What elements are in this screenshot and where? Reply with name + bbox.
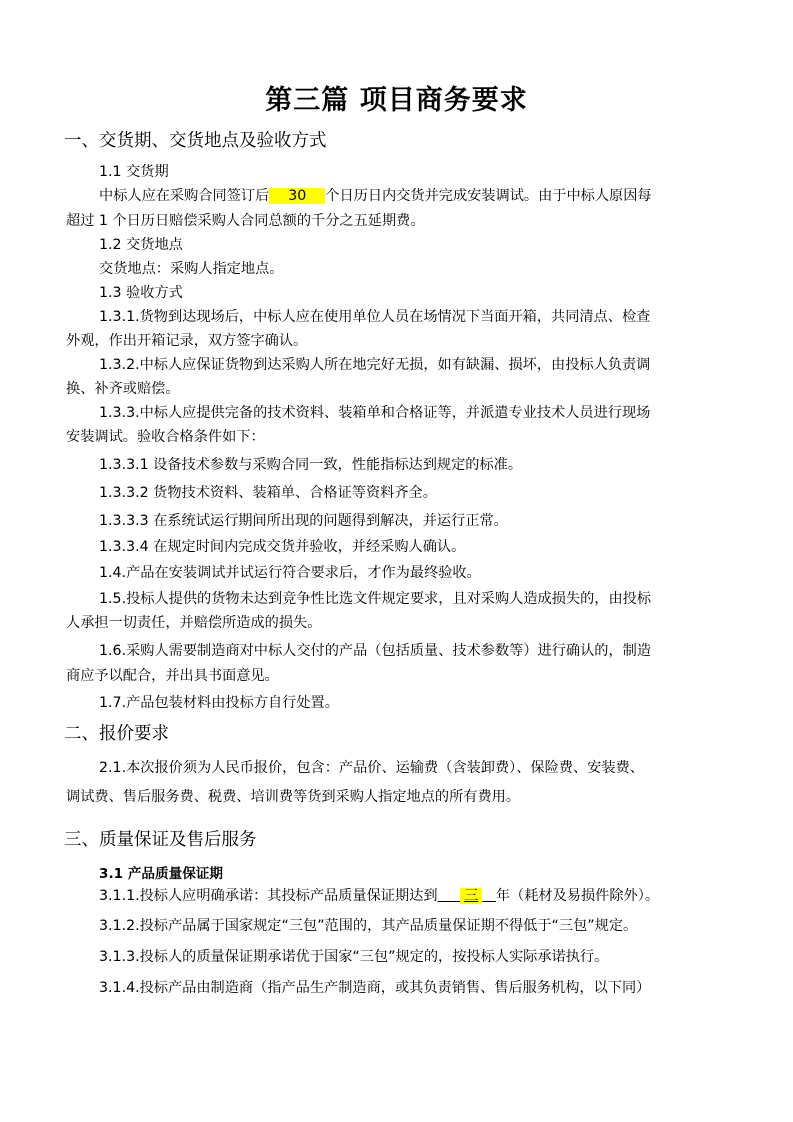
clause-1-1-pre: 中标人应在采购合同签订后 — [99, 188, 270, 204]
clause-1-5-line1: 1.5.投标人提供的货物未达到竞争性比选文件规定要求，且对采购人造成损失的，由投标 — [99, 591, 652, 607]
warranty-years-value: 三 — [460, 888, 482, 904]
clause-3-1-4: 3.1.4.投标产品由制造商（指产品生产制造商，或其负责销售、售后服务机构，以下同） — [99, 980, 651, 996]
clause-1-3-1-line2: 外观，作出开箱记录，双方签字确认。 — [66, 333, 308, 349]
section-2-heading: 二、报价要求 — [64, 724, 169, 744]
clause-1-1-post: 个日历日内交货并完成安装调试。由于中标人原因每 — [325, 188, 652, 204]
page-title: 第三篇 项目商务要求 — [265, 85, 528, 116]
clause-1-3-label: 1.3 验收方式 — [99, 285, 183, 301]
clause-1-3-3-3: 1.3.3.3 在系统试运行期间所出现的问题得到解决，并运行正常。 — [99, 513, 508, 529]
clause-1-2-text: 交货地点：采购人指定地点。 — [99, 261, 284, 277]
clause-3-1-1 — [99, 885, 659, 905]
clause-3-1-3: 3.1.3.投标人的质量保证期承诺优于国家“三包”规定的，按投标人实际承诺执行。 — [99, 949, 609, 965]
clause-1-6-line1: 1.6.采购人需要制造商对中标人交付的产品（包括质量、技术参数等）进行确认的，制造 — [99, 643, 652, 659]
clause-2-1-line1: 2.1.本次报价须为人民币报价，包含：产品价、运输费（含装卸费）、保险费、安装费、 — [99, 760, 644, 776]
clause-1-3-3-2: 1.3.3.2 货物技术资料、装箱单、合格证等资料齐全。 — [99, 485, 437, 501]
clause-1-4: 1.4.产品在安装调试并试运行符合要求后，才作为最终验收。 — [99, 565, 481, 581]
clause-1-1-label: 1.1 交货期 — [99, 164, 169, 180]
delivery-days-value: 30 — [269, 188, 325, 204]
clause-3-1-2: 3.1.2.投标产品属于国家规定“三包”范围的，其产品质量保证期不得低于“三包”规定。 — [99, 918, 638, 934]
clause-2-1-line2: 调试费、售后服务费、税费、培训费等货到采购人指定地点的所有费用。 — [66, 789, 521, 805]
clause-1-6-line2: 商应予以配合，并出具书面意见。 — [66, 668, 279, 684]
clause-1-2-label: 1.2 交货地点 — [99, 237, 183, 253]
clause-1-3-3-line2: 安装调试。验收合格条件如下： — [66, 429, 265, 445]
clause-1-1-text — [99, 185, 652, 205]
clause-3-1-1-post: 年（耗材及易损件除外）。 — [495, 888, 660, 904]
clause-1-3-1-line1: 1.3.1.货物到达现场后，中标人应在使用单位人员在场情况下当面开箱，共同清点、检查 — [99, 309, 651, 325]
clause-1-3-3-line1: 1.3.3.中标人应提供完备的技术资料、装箱单和合格证等，并派遣专业技术人员进行现场 — [99, 405, 651, 421]
section-3-heading: 三、质量保证及售后服务 — [64, 830, 257, 850]
clause-3-1-1-pre: 3.1.1.投标人应明确承诺：其投标产品质量保证期达到 — [99, 888, 438, 904]
clause-1-1-line2: 超过 1 个日历日赔偿采购人合同总额的千分之五延期费。 — [66, 213, 425, 229]
clause-3-1-label: 3.1 产品质量保证期 — [99, 866, 223, 882]
clause-1-3-2-line1: 1.3.2.中标人应保证货物到达采购人所在地完好无损，如有缺漏、损坏，由投标人负责调 — [99, 357, 651, 373]
clause-1-3-3-4: 1.3.3.4 在规定时间内完成交货并验收，并经采购人确认。 — [99, 539, 466, 555]
clause-1-3-2-line2: 换、补齐或赔偿。 — [66, 381, 180, 397]
clause-1-5-line2: 人承担一切责任，并赔偿所造成的损失。 — [66, 615, 322, 631]
warranty-years-field — [438, 888, 496, 904]
clause-1-7: 1.7.产品包装材料由投标方自行处置。 — [99, 695, 339, 711]
clause-1-3-3-1: 1.3.3.1 设备技术参数与采购合同一致，性能指标达到规定的标准。 — [99, 457, 523, 473]
section-1-heading: 一、交货期、交货地点及验收方式 — [64, 131, 327, 151]
